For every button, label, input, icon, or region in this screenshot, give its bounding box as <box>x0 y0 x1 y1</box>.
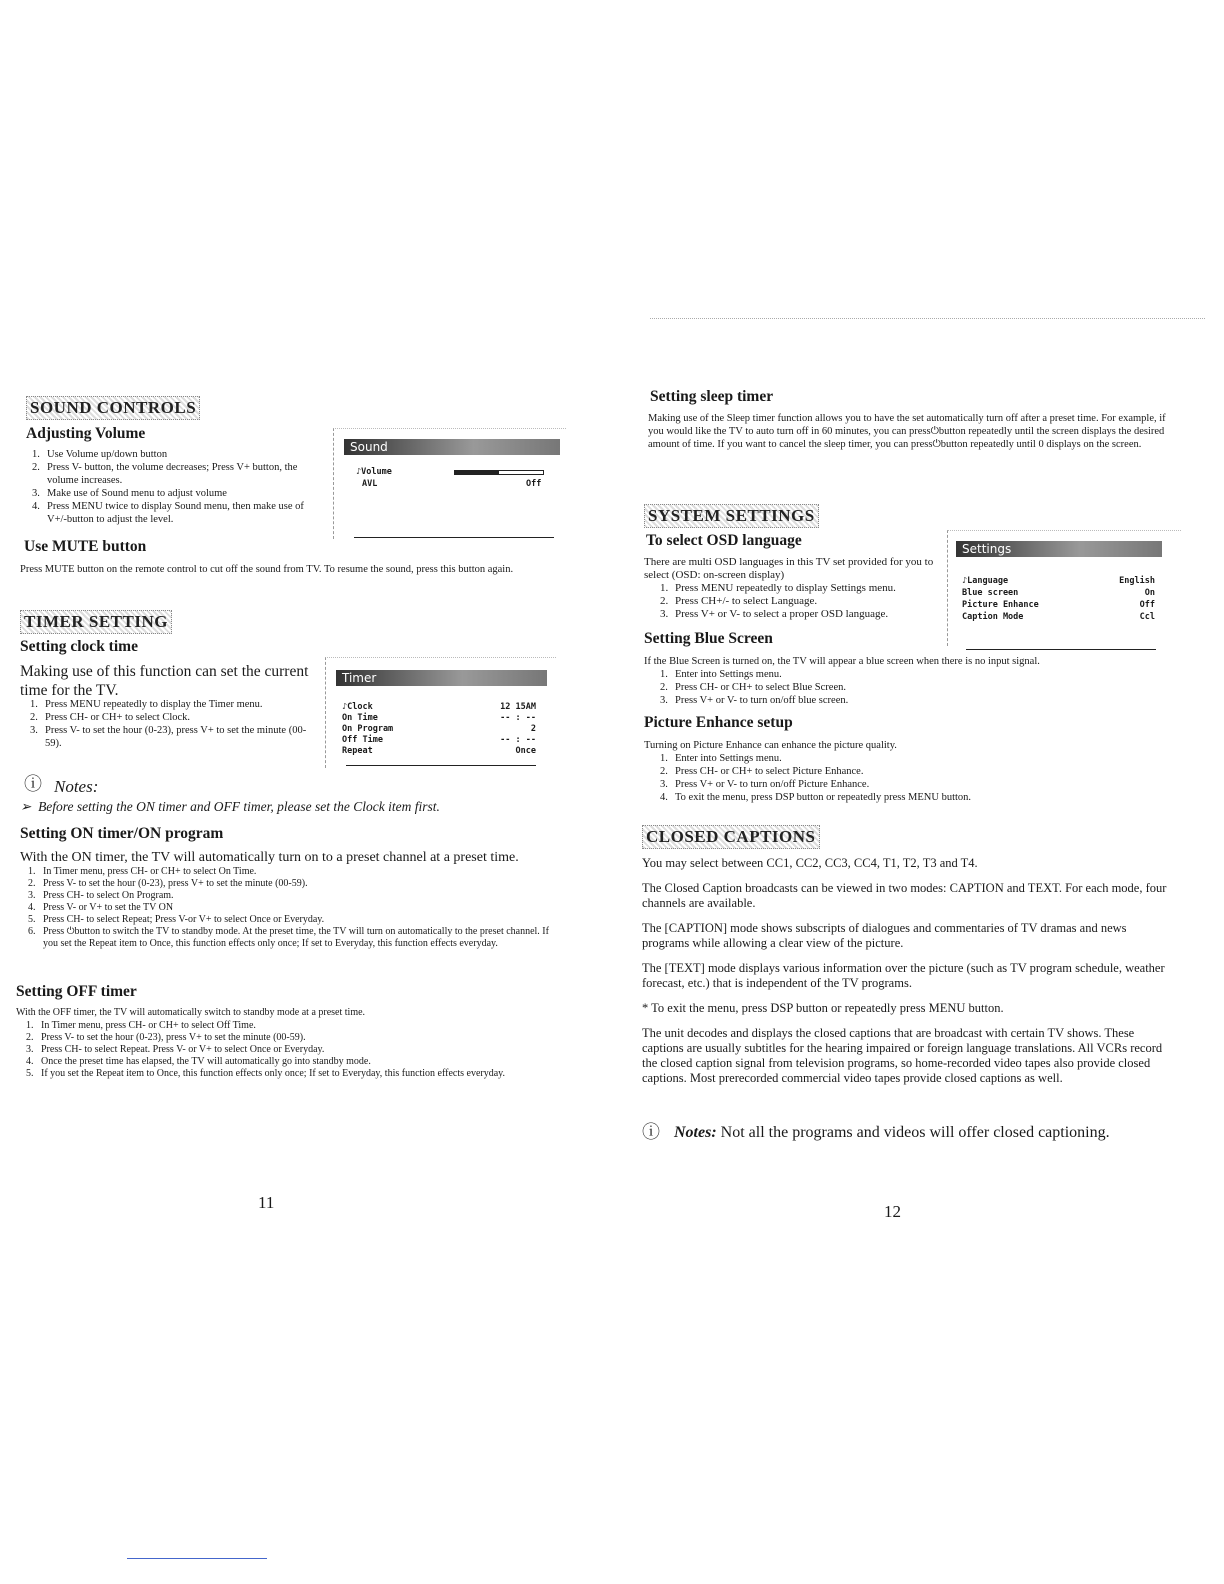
osd-row-value: English <box>1119 576 1155 586</box>
heading-off-timer: Setting OFF timer <box>16 983 137 1000</box>
list-item <box>16 866 550 878</box>
step-text: Make use of Sound menu to adjust volume <box>47 488 227 499</box>
list-item <box>648 778 1148 791</box>
clock-steps <box>18 698 310 750</box>
step-text: Press V+ or V- to select a proper OSD language. <box>675 608 889 620</box>
step-number: 3. <box>660 608 669 620</box>
volume-slider <box>454 470 544 475</box>
timer-osd-menu <box>325 657 556 768</box>
osd-row-label: Blue screen <box>962 588 1019 598</box>
list-item <box>16 926 550 950</box>
picture-enhance-steps <box>648 752 1148 804</box>
timer-osd-title: Timer <box>336 670 547 686</box>
list-item <box>14 1032 550 1044</box>
list-item <box>14 1068 550 1080</box>
list-item <box>648 582 948 595</box>
list-item <box>20 448 320 461</box>
osd-row-label: Picture Enhance <box>962 600 1039 610</box>
sound-osd-menu <box>333 428 566 539</box>
step-text: Enter into Settings menu. <box>675 753 782 764</box>
step-text: Press CH- or CH+ to select Clock. <box>45 712 191 723</box>
osd-row-value: Off <box>1139 600 1155 610</box>
heading-sleep-timer: Setting sleep timer <box>650 388 774 405</box>
blue-screen-steps <box>648 668 1148 707</box>
on-timer-intro: With the ON timer, the TV will automatically turn on to a preset channel at a preset time. <box>20 850 519 865</box>
osd-divider <box>354 537 554 538</box>
closed-caption-paragraphs <box>642 856 1174 1096</box>
step-number: 3. <box>26 1044 34 1055</box>
cc-paragraph: The unit decodes and displays the closed captions that are broadcast with certain TV shows. These captions are usually subtitles for the hearing impaired or foreign language translations. All VCRs record the closed caption signal from television programs, so home-recorded video tapes also provide closed captions. Most prerecorded commercial video tapes provide closed captions as well. <box>642 1026 1163 1085</box>
step-number: 2. <box>660 682 668 693</box>
step-number: 4. <box>660 792 668 803</box>
step-text: Press CH+/- to select Language. <box>675 595 818 607</box>
step-text: Press ⏻button to switch the TV to standby mode. At the preset time, the TV will turn on automatically to the preset channel. If you set the Repeat item to Once, this function effects only once; If set to Everyday, this function effects everyday. <box>43 926 549 949</box>
step-number: 5. <box>28 914 36 925</box>
step-text: Press CH- to select Repeat. Press V- or V+ to select Once or Everyday. <box>41 1044 325 1055</box>
osd-row-value: -- : -- <box>500 735 536 745</box>
step-number: 1. <box>660 669 668 680</box>
list-item <box>20 461 320 487</box>
on-timer-steps <box>16 866 550 950</box>
osd-row-value: On <box>1144 588 1155 598</box>
cc-paragraph: The Closed Caption broadcasts can be viewed in two modes: CAPTION and TEXT. For each mode, four channels are available. <box>642 881 1167 910</box>
section-title-timer: TIMER SETTING <box>20 610 172 634</box>
heading-clock: Setting clock time <box>20 638 138 655</box>
heading-osd-language: To select OSD language <box>646 532 802 549</box>
list-item <box>20 487 320 500</box>
osd-language-intro: There are multi OSD languages in this TV set provided for you to select (OSD: on-screen display) <box>644 556 934 581</box>
osd-row-value: 12 15AM <box>500 702 536 712</box>
osd-row-label: ♪Clock <box>342 702 373 712</box>
list-item <box>16 878 550 890</box>
step-number: 2. <box>30 712 38 723</box>
notes-label: Notes: <box>54 777 99 796</box>
list-item <box>16 914 550 926</box>
osd-row-value: Ccl <box>1139 612 1155 622</box>
step-text: Press MENU twice to display Sound menu, then make use of V+/-button to adjust the level. <box>47 501 304 525</box>
clock-intro: Making use of this function can set the current time for the TV. <box>20 663 309 699</box>
heading-picture-enhance: Picture Enhance setup <box>644 714 793 731</box>
heading-adjusting-volume: Adjusting Volume <box>26 425 146 442</box>
osd-language-steps <box>648 582 948 621</box>
list-item <box>20 500 320 526</box>
notes-icon: ⓘ <box>642 1122 660 1143</box>
step-number: 1. <box>32 449 40 460</box>
step-number: 1. <box>660 753 668 764</box>
list-item <box>14 1056 550 1068</box>
sleep-text: Making use of the Sleep timer function allows you to have the set automatically turn off after a preset time. For example, if you would like the TV to auto turn off in 60 minutes, you can press⏻button repeatedly until the screen displays the desired amount of time. If you want to cancel the sleep timer, you can press⏻button repeatedly until 0 displays on the screen. <box>648 413 1166 450</box>
list-item <box>648 681 1148 694</box>
list-item <box>14 1044 550 1056</box>
off-timer-intro: With the OFF timer, the TV will automatically switch to standby mode at a preset time. <box>16 1007 366 1018</box>
osd-row-value: 2 <box>530 724 536 734</box>
step-text: Use Volume up/down button <box>47 449 168 460</box>
step-text: Press CH- to select On Program. <box>43 890 174 901</box>
step-number: 1. <box>26 1020 34 1031</box>
step-number: 3. <box>660 695 668 706</box>
blue-screen-intro: If the Blue Screen is turned on, the TV will appear a blue screen when there is no input signal. <box>644 656 1040 667</box>
step-text: Press V+ or V- to turn on/off Picture Enhance. <box>675 779 870 790</box>
scan-noise <box>650 318 1205 319</box>
heading-on-timer: Setting ON timer/ON program <box>20 825 224 842</box>
step-number: 3. <box>660 779 668 790</box>
osd-divider <box>966 649 1156 650</box>
cc-paragraph: You may select between CC1, CC2, CC3, CC4, T1, T2, T3 and T4. <box>642 856 978 870</box>
osd-volume-label: ♪Volume <box>356 467 392 477</box>
notes-closed-captions: Notes: Not all the programs and videos will offer closed captioning. <box>674 1124 1110 1141</box>
step-number: 5. <box>26 1068 34 1079</box>
list-item <box>648 595 948 608</box>
step-number: 2. <box>660 766 668 777</box>
step-text: Press CH- or CH+ to select Blue Screen. <box>675 682 846 693</box>
heading-mute: Use MUTE button <box>24 538 147 555</box>
volume-slider-fill <box>455 471 499 474</box>
list-item <box>16 890 550 902</box>
step-number: 3. <box>30 725 38 736</box>
step-text: Press CH- or CH+ to select Picture Enhance. <box>675 766 864 777</box>
osd-row-label: Caption Mode <box>962 612 1024 622</box>
picture-enhance-intro: Turning on Picture Enhance can enhance the picture quality. <box>644 740 897 751</box>
step-number: 4. <box>32 501 40 512</box>
step-number: 2. <box>660 595 669 607</box>
step-text: Press V- to set the hour (0-23), press V+ to set the minute (00-59). <box>43 878 308 889</box>
list-item <box>648 668 1148 681</box>
settings-osd-title: Settings <box>956 541 1162 557</box>
mute-text: Press MUTE button on the remote control to cut off the sound from TV. To resume the sound, press this button again. <box>20 564 514 575</box>
cc-paragraph: The [CAPTION] mode shows subscripts of dialogues and commentaries of TV dramas and news programs while allowing a clear view of the picture. <box>642 921 1127 950</box>
page-number: 12 <box>884 1202 901 1221</box>
osd-row-value: Once <box>515 746 536 756</box>
step-text: In Timer menu, press CH- or CH+ to select On Time. <box>43 866 257 877</box>
section-title-system: SYSTEM SETTINGS <box>644 504 819 528</box>
step-number: 1. <box>28 866 36 877</box>
step-text: Press V+ or V- to turn on/off blue screen. <box>675 695 849 706</box>
heading-blue-screen: Setting Blue Screen <box>644 630 773 647</box>
step-number: 4. <box>28 902 36 913</box>
step-number: 4. <box>26 1056 34 1067</box>
list-item <box>16 902 550 914</box>
osd-avl-value: Off <box>526 479 542 489</box>
step-number: 3. <box>32 488 40 499</box>
blue-underline <box>127 1558 267 1559</box>
notes-icon: ⓘ <box>24 774 42 795</box>
osd-row-label: ♪Language <box>962 576 1009 586</box>
osd-row-label: Off Time <box>342 735 383 745</box>
step-text: Press MENU repeatedly to display Settings menu. <box>675 582 896 594</box>
step-number: 2. <box>28 878 36 889</box>
sound-osd-title: Sound <box>344 439 560 455</box>
volume-steps <box>20 448 320 526</box>
step-text: Once the preset time has elapsed, the TV will automatically go into standby mode. <box>41 1056 371 1067</box>
step-text: Press V- button, the volume decreases; Press V+ button, the volume increases. <box>47 462 298 486</box>
step-text: To exit the menu, press DSP button or repeatedly press MENU button. <box>675 792 972 803</box>
off-timer-steps <box>14 1020 550 1080</box>
osd-avl-label: AVL <box>362 479 378 489</box>
step-number: 6. <box>28 926 36 937</box>
list-item <box>648 752 1148 765</box>
list-item <box>648 608 948 621</box>
list-item <box>18 711 310 724</box>
step-number: 2. <box>26 1032 34 1043</box>
osd-row-label: On Program <box>342 724 394 734</box>
list-item <box>648 765 1148 778</box>
section-title-sound: SOUND CONTROLS <box>26 396 200 420</box>
step-text: Press CH- to select Repeat; Press V-or V+ to select Once or Everyday. <box>43 914 325 925</box>
list-item <box>18 698 310 711</box>
list-item <box>648 694 1148 707</box>
osd-row-label: On Time <box>342 713 378 723</box>
osd-divider <box>346 765 536 766</box>
step-text: In Timer menu, press CH- or CH+ to select Off Time. <box>41 1020 256 1031</box>
step-text: Press V- to set the hour (0-23), press V+ to set the minute (00-59). <box>45 725 307 749</box>
step-number: 1. <box>30 699 38 710</box>
list-item <box>14 1020 550 1032</box>
list-item <box>18 724 310 750</box>
section-title-closed-captions: CLOSED CAPTIONS <box>642 825 820 849</box>
notes-text: ➢ Before setting the ON timer and OFF timer, please set the Clock item first. <box>20 799 440 814</box>
step-number: 3. <box>28 890 36 901</box>
step-number: 1. <box>660 582 669 594</box>
step-number: 2. <box>32 462 40 473</box>
page-number: 11 <box>258 1193 275 1212</box>
step-text: If you set the Repeat item to Once, this function effects only once; If set to Everyday, this function effects everyday. <box>41 1068 506 1079</box>
step-text: Press MENU repeatedly to display the Timer menu. <box>45 699 263 710</box>
osd-row-label: Repeat <box>342 746 373 756</box>
cc-paragraph: * To exit the menu, press DSP button or repeatedly press MENU button. <box>642 1001 1004 1015</box>
osd-row-value: -- : -- <box>500 713 536 723</box>
settings-osd-menu <box>947 530 1181 646</box>
step-text: Enter into Settings menu. <box>675 669 782 680</box>
step-text: Press V- to set the hour (0-23), press V+ to set the minute (00-59). <box>41 1032 306 1043</box>
cc-paragraph: The [TEXT] mode displays various information over the picture (such as TV program schedule, weather forecast, etc.) that is independent of the TV programs. <box>642 961 1165 990</box>
list-item <box>648 791 1148 804</box>
step-text: Press V- or V+ to set the TV ON <box>43 902 174 913</box>
